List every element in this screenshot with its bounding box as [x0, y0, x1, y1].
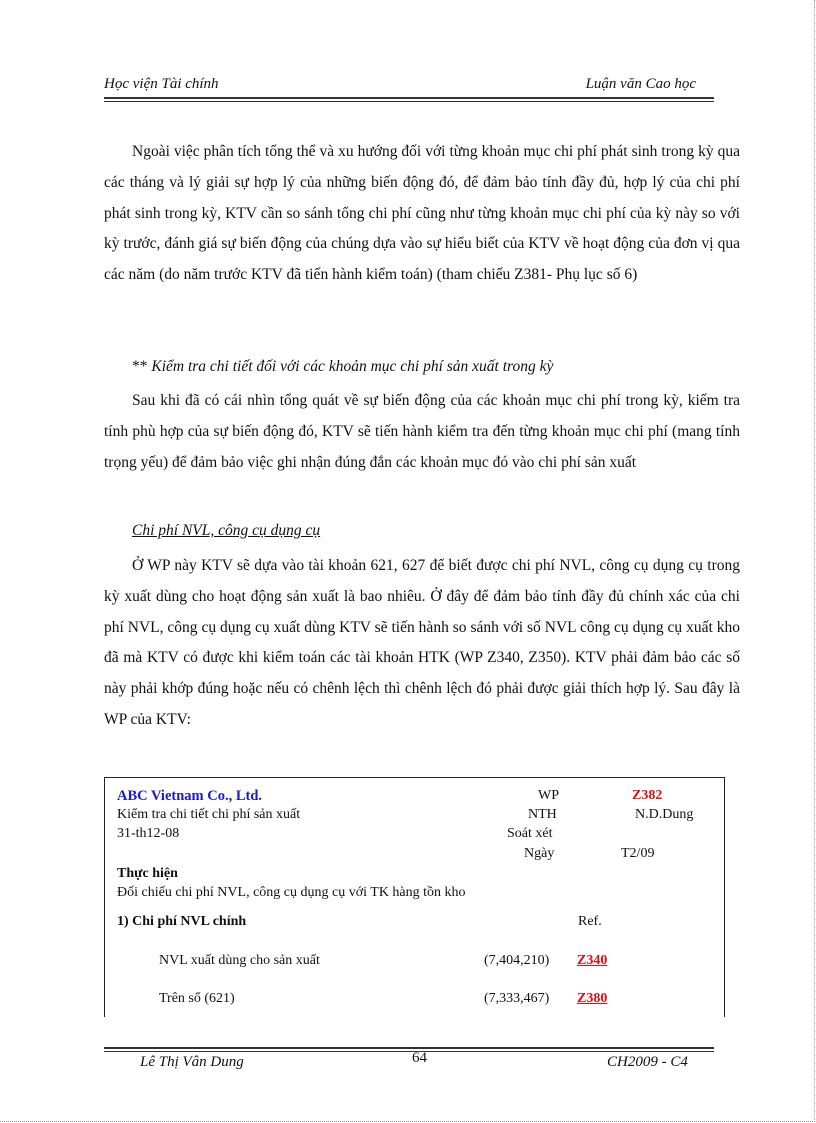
nth-value: N.D.Dung [635, 807, 694, 822]
paragraph-trend-analysis: Ngoài việc phân tích tổng thể và xu hướng đối với từng khoản mục chi phí phát sinh trong kỳ qua các tháng và lý giải sự hợp lý của những biến động đó, để đảm bảo tính đầy đủ, hợp lý của chi phí phát sinh trong kỳ, KTV cần so sánh tổng chi phí cũng như từng khoản mục chi phí của kỳ này so với kỳ trước, đánh giá sự biến động của chúng dựa vào sự hiểu biết của KTV về hoạt động của đơn vị qua các năm (do năm trước KTV đã tiến hành kiểm toán) (tham chiếu Z381- Phụ lục số 6) [104, 143, 740, 284]
page-number: 64 [412, 1050, 427, 1066]
row-label: NVL xuất dùng cho sản xuất [159, 953, 320, 968]
header-institution: Học viện Tài chính [104, 76, 219, 92]
footer-code: CH2009 - C4 [607, 1054, 688, 1070]
footer-rule [104, 1047, 714, 1052]
heading-text: Kiểm tra chi tiết đối với các khoản mục chi phí sản xuất trong kỳ [151, 358, 554, 375]
wp-code: Z382 [632, 788, 663, 803]
wp-title: Kiểm tra chi tiết chi phí sản xuất [117, 807, 301, 822]
wp-company: ABC Vietnam Co., Ltd. [117, 788, 263, 804]
header-rule [104, 97, 714, 102]
row-amount: (7,404,210) [484, 953, 550, 968]
workpaper-box [104, 777, 725, 1017]
section-desc: Đối chiếu chi phí NVL, công cụ dụng cụ với TK hàng tồn kho [117, 885, 466, 900]
row-ref-link[interactable]: Z340 [577, 953, 608, 968]
row-amount: (7,333,467) [484, 991, 550, 1006]
review-label: Soát xét [507, 826, 553, 841]
wp-label: WP [538, 788, 559, 803]
row-ref-link[interactable]: Z380 [577, 991, 608, 1006]
subheading-material-cost: Chi phí NVL, công cụ dụng cụ [132, 522, 321, 539]
wp-date: 31-th12-08 [117, 826, 180, 841]
day-value: T2/09 [621, 846, 655, 861]
ref-label: Ref. [578, 914, 602, 929]
day-label: Ngày [524, 846, 555, 861]
footer-author: Lê Thị Vân Dung [140, 1054, 244, 1070]
paragraph-detail-check: Sau khi đã có cái nhìn tổng quát về sự biến động của các khoản mục chi phí trong kỳ, kiểm tra tính phù hợp của sự biến động đó, KTV sẽ tiến hành kiểm tra đến từng khoản mục chi phí (mang tính trọng yếu) để đảm bảo việc ghi nhận đúng đắn các khoản mục đó vào chi phí sản xuất [104, 392, 740, 471]
section-heading [132, 358, 553, 376]
section-label: Thực hiện [117, 866, 178, 881]
paragraph-wp-description: Ở WP này KTV sẽ dựa vào tài khoản 621, 627 để biết được chi phí NVL, công cụ dụng cụ trong kỳ xuất dùng cho hoạt động sản xuất là bao nhiêu. Ở đây để đảm bảo tính đầy đủ chính xác của chi phí NVL, công cụ dụng cụ xuất dùng KTV sẽ tiến hành so sánh với số NVL công cụ dụng cụ xuất kho đã mà KTV có được khi kiểm toán các tài khoản HTK (WP Z340, Z350). KTV phải đảm bảo các số này phải khớp đúng hoặc nếu có chênh lệch thì chênh lệch đó phải được giải thích hợp lý. Sau đây là WP của KTV: [104, 557, 740, 728]
item-title: 1) Chi phí NVL chính [117, 914, 247, 929]
row-label: Trên sổ (621) [159, 991, 235, 1006]
header-doc-type: Luận văn Cao học [585, 76, 696, 92]
nth-label: NTH [528, 807, 557, 822]
heading-marker: ** [132, 358, 148, 375]
